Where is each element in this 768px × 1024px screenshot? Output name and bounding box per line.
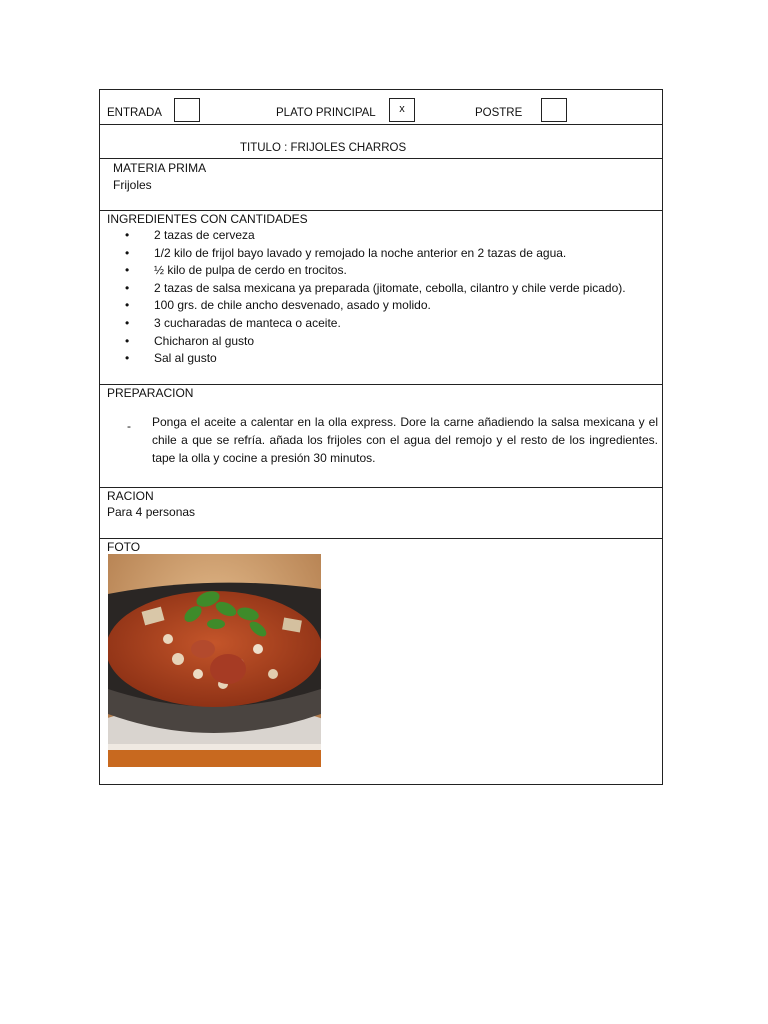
bullet-icon: • (125, 245, 130, 260)
postre-label: POSTRE (475, 107, 523, 119)
dish-photo (108, 554, 321, 767)
preparacion-label: PREPARACION (107, 386, 194, 400)
bullet-icon: • (125, 263, 130, 278)
recipe-form (99, 89, 663, 785)
recipe-title: TITULO : FRIJOLES CHARROS (240, 142, 407, 154)
list-item: • 2 tazas de salsa mexicana ya preparada (jitomate, cebolla, cilantro y chile verde picado). (122, 280, 626, 298)
racion-label: RACION (107, 489, 154, 503)
materia-prima-value: Frijoles (113, 178, 152, 192)
plato-principal-checkbox[interactable]: x (389, 98, 415, 122)
list-item: • 3 cucharadas de manteca o aceite. (122, 315, 626, 333)
ingredientes-row (100, 211, 662, 385)
bullet-icon: • (125, 228, 130, 242)
racion-row (100, 488, 662, 539)
materia-prima-label: MATERIA PRIMA (113, 161, 207, 175)
list-item: • 100 grs. de chile ancho desvenado, asado y molido. (122, 297, 626, 315)
entrada-checkbox[interactable] (174, 98, 200, 122)
materia-prima-row (100, 159, 662, 211)
bullet-icon: • (125, 333, 130, 348)
list-item: • 2 tazas de cerveza (122, 227, 626, 245)
postre-checkbox[interactable] (541, 98, 567, 122)
dish-type-row (100, 90, 662, 125)
preparacion-row (100, 385, 662, 488)
bullet-icon: • (125, 298, 130, 313)
list-item: • Sal al gusto (122, 350, 626, 368)
ingredientes-label: INGREDIENTES CON CANTIDADES (107, 212, 308, 226)
list-item: • Chicharon al gusto (122, 333, 626, 351)
entrada-label: ENTRADA (107, 107, 162, 119)
racion-value: Para 4 personas (107, 505, 196, 519)
bullet-icon: • (125, 351, 130, 366)
preparacion-text: Ponga el aceite a calentar en la olla express. Dore la carne añadiendo la salsa mexicana y el chile a que se refría. añada los frijoles con el agua del remojo y el resto de los ingredientes. tape la olla y cocine a presión 30 minutos. (152, 415, 658, 465)
ingredient-list (122, 227, 626, 368)
foto-label: FOTO (107, 540, 141, 554)
plato-principal-label: PLATO PRINCIPAL (276, 107, 376, 119)
title-row (100, 125, 662, 159)
bullet-icon: • (125, 315, 130, 330)
bullet-icon: • (125, 280, 130, 295)
dash-marker: - (127, 419, 131, 433)
list-item: • ½ kilo de pulpa de cerdo en trocitos. (122, 262, 626, 280)
list-item: • 1/2 kilo de frijol bayo lavado y remojado la noche anterior en 2 tazas de agua. (122, 245, 626, 263)
foto-row (100, 539, 662, 784)
frijoles-charros-photo (108, 554, 321, 767)
